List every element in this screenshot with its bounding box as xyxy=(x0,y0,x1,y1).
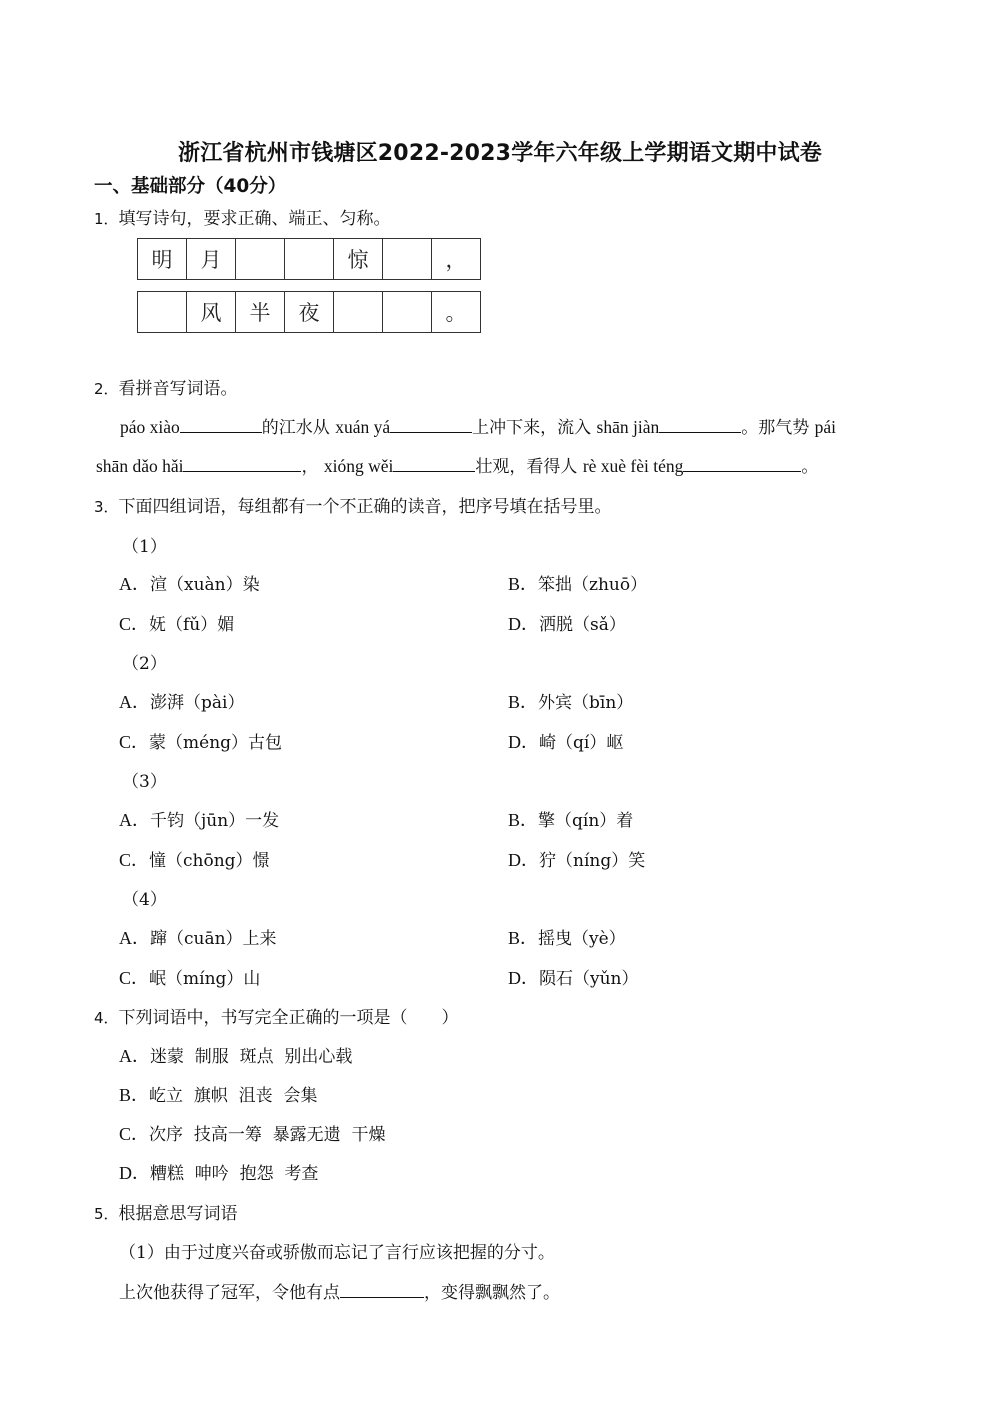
question-1 xyxy=(94,204,391,229)
option-c[interactable] xyxy=(119,728,282,754)
text: 上冲下来，流入 xyxy=(472,418,592,438)
group-label: （2） xyxy=(122,654,167,674)
option-letter: B． xyxy=(508,692,539,712)
group-label: （4） xyxy=(122,890,167,910)
pinyin: xióng wěi xyxy=(323,456,394,476)
poem-cell: 惊 xyxy=(334,239,383,279)
option-text: 洒脱（sǎ） xyxy=(539,615,626,635)
answer-blank[interactable] xyxy=(659,419,741,433)
option-c[interactable] xyxy=(119,1120,385,1146)
question-prompt: 根据意思写词语 xyxy=(118,1204,238,1224)
question-number: 4． xyxy=(94,1009,119,1027)
option-d[interactable] xyxy=(508,610,626,636)
option-letter: C． xyxy=(119,1124,150,1144)
option-a[interactable] xyxy=(119,688,244,714)
question-prompt: 看拼音写词语。 xyxy=(118,379,238,399)
answer-blank[interactable] xyxy=(393,458,475,472)
option-letter: D． xyxy=(119,1163,150,1183)
exam-title: 浙江省杭州市钱塘区2022-2023学年六年级上学期语文期中试卷 xyxy=(178,141,822,166)
option-text: 糟糕 呻吟 抱怨 考查 xyxy=(150,1164,319,1184)
question-number: 5． xyxy=(94,1205,119,1223)
poem-cell-blank[interactable] xyxy=(236,239,285,279)
option-letter: B． xyxy=(508,574,539,594)
text: 的江水从 xyxy=(261,418,330,438)
pinyin-line-1 xyxy=(120,413,836,438)
sub-question-label: （1） xyxy=(119,1243,164,1263)
pinyin: xuán yá xyxy=(335,417,391,437)
option-b[interactable] xyxy=(508,924,626,950)
option-letter: D． xyxy=(508,850,539,870)
option-text: 擎（qín）着 xyxy=(538,811,634,831)
text: 上次他获得了冠军，令他有点 xyxy=(119,1283,340,1303)
text: 。那气势 xyxy=(741,418,810,438)
option-letter: B． xyxy=(119,1085,150,1105)
option-text: 崎（qí）岖 xyxy=(539,733,624,753)
pinyin: páo xiào xyxy=(120,417,180,437)
poem-cell-blank[interactable] xyxy=(138,292,187,332)
option-text: 外宾（bīn） xyxy=(538,693,634,713)
question-number: 1． xyxy=(94,210,119,228)
option-text: 陨石（yǔn） xyxy=(539,969,639,989)
poem-cell: 月 xyxy=(187,239,236,279)
option-letter: D． xyxy=(508,614,539,634)
option-letter: B． xyxy=(508,928,539,948)
poem-cell: 。 xyxy=(432,292,481,332)
text: ， xyxy=(301,457,319,477)
option-letter: B． xyxy=(508,810,539,830)
answer-blank[interactable] xyxy=(183,458,301,472)
question-2 xyxy=(94,374,238,399)
poem-cell: ， xyxy=(432,239,481,279)
answer-blank[interactable] xyxy=(683,458,801,472)
option-letter: C． xyxy=(119,968,150,988)
option-text: 妩（fǔ）媚 xyxy=(149,615,235,635)
question-number: 2． xyxy=(94,380,119,398)
option-b[interactable] xyxy=(119,1081,317,1107)
option-b[interactable] xyxy=(508,688,633,714)
group-label: （3） xyxy=(122,772,167,792)
pinyin: shān jiàn xyxy=(596,417,660,437)
option-b[interactable] xyxy=(508,570,647,596)
option-text: 次序 技高一筹 暴露无遗 干燥 xyxy=(149,1125,386,1145)
answer-blank[interactable] xyxy=(180,419,262,433)
pinyin: shān dǎo hǎi xyxy=(96,456,184,476)
option-d[interactable] xyxy=(508,728,623,754)
poem-cell: 半 xyxy=(236,292,285,332)
option-b[interactable] xyxy=(508,806,633,832)
text: ，变得飘飘然了。 xyxy=(424,1283,560,1303)
option-d[interactable] xyxy=(508,964,639,990)
option-text: 迷蒙 制服 斑点 别出心载 xyxy=(150,1047,353,1067)
question-3 xyxy=(94,492,612,517)
question-prompt: 填写诗句，要求正确、端正、匀称。 xyxy=(118,209,391,229)
option-letter: D． xyxy=(508,968,539,988)
sub-question-1 xyxy=(119,1238,555,1263)
poem-cell: 风 xyxy=(187,292,236,332)
option-d[interactable] xyxy=(508,846,645,872)
question-prompt: 下列词语中，书写完全正确的一项是（ ） xyxy=(118,1008,459,1028)
word-meaning: 由于过度兴奋或骄傲而忘记了言行应该把握的分寸。 xyxy=(163,1243,555,1263)
poem-cell-blank[interactable] xyxy=(334,292,383,332)
option-letter: A． xyxy=(119,1046,150,1066)
option-text: 憧（chōng）憬 xyxy=(149,851,270,871)
pinyin: pái xyxy=(814,417,837,437)
poem-cell-blank[interactable] xyxy=(383,239,432,279)
answer-blank[interactable] xyxy=(340,1284,424,1298)
option-letter: A． xyxy=(119,574,150,594)
option-letter: A． xyxy=(119,692,150,712)
option-letter: A． xyxy=(119,810,150,830)
option-text: 屹立 旗帜 沮丧 会集 xyxy=(149,1086,318,1106)
text: 壮观，看得人 xyxy=(475,457,578,477)
option-text: 摇曳（yè） xyxy=(538,929,626,949)
option-text: 千钧（jūn）一发 xyxy=(150,811,280,831)
option-a[interactable] xyxy=(119,1042,352,1068)
option-a[interactable] xyxy=(119,924,277,950)
option-c[interactable] xyxy=(119,964,260,990)
option-letter: C． xyxy=(119,850,150,870)
option-c[interactable] xyxy=(119,610,234,636)
option-text: 岷（míng）山 xyxy=(149,969,261,989)
group-label: （1） xyxy=(122,537,167,557)
option-a[interactable] xyxy=(119,570,260,596)
pinyin-line-2 xyxy=(96,452,818,477)
answer-blank[interactable] xyxy=(390,419,472,433)
poem-cell-blank[interactable] xyxy=(285,239,334,279)
poem-cell-blank[interactable] xyxy=(383,292,432,332)
option-letter: C． xyxy=(119,732,150,752)
option-c[interactable] xyxy=(119,846,270,872)
option-text: 澎湃（pài） xyxy=(150,693,245,713)
option-d[interactable] xyxy=(119,1159,318,1185)
poem-grid-row-2 xyxy=(137,291,481,333)
option-letter: D． xyxy=(508,732,539,752)
question-4 xyxy=(94,1003,459,1028)
poem-cell: 明 xyxy=(138,239,187,279)
poem-grid-row-1 xyxy=(137,238,481,280)
option-text: 渲（xuàn）染 xyxy=(150,575,260,595)
pinyin: rè xuè fèi téng xyxy=(582,456,684,476)
option-text: 笨拙（zhuō） xyxy=(538,575,648,595)
question-number: 3． xyxy=(94,498,119,516)
fill-sentence xyxy=(119,1278,560,1303)
section-heading: 一、基础部分（40分） xyxy=(94,176,287,197)
question-prompt: 下面四组词语，每组都有一个不正确的读音，把序号填在括号里。 xyxy=(118,497,612,517)
text: 。 xyxy=(801,457,819,477)
poem-cell: 夜 xyxy=(285,292,334,332)
question-5 xyxy=(94,1199,238,1224)
option-letter: A． xyxy=(119,928,150,948)
option-a[interactable] xyxy=(119,806,279,832)
option-letter: C． xyxy=(119,614,150,634)
option-text: 蒙（méng）古包 xyxy=(149,733,283,753)
option-text: 蹿（cuān）上来 xyxy=(150,929,277,949)
option-text: 狞（níng）笑 xyxy=(539,851,646,871)
